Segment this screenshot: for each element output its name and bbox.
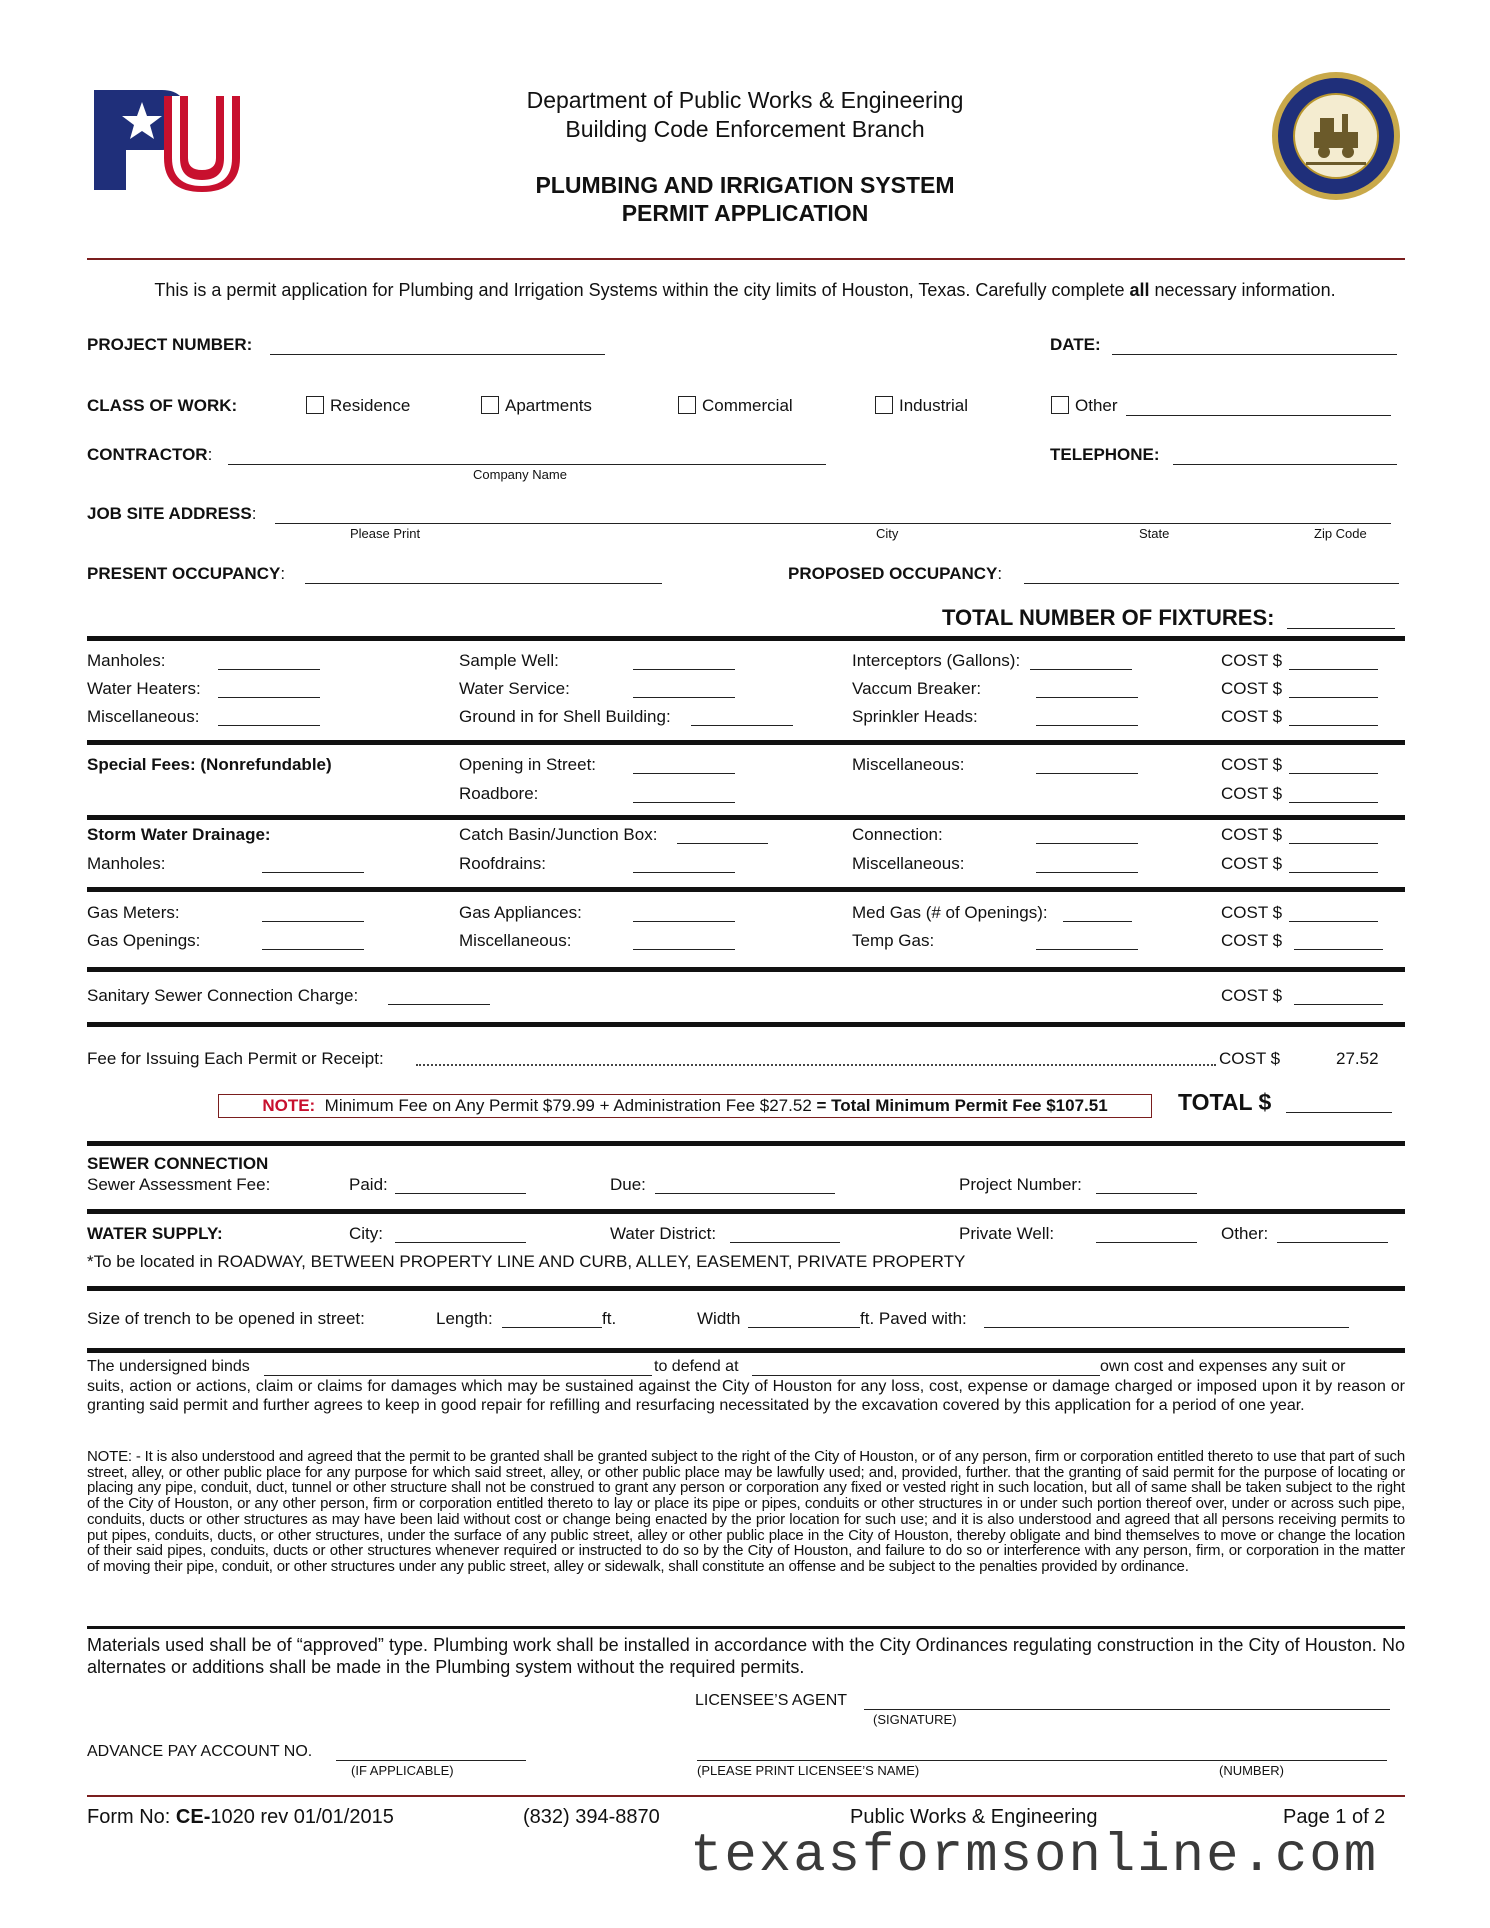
binds-text-a: The undersigned binds bbox=[87, 1358, 250, 1375]
gas-meters-label: Gas Meters: bbox=[87, 903, 180, 922]
cost-input[interactable] bbox=[1289, 843, 1378, 844]
fee-cost-label: COST $ bbox=[1219, 1049, 1281, 1068]
sample-well-input[interactable] bbox=[633, 669, 735, 670]
trench-paved-input[interactable] bbox=[984, 1327, 1349, 1328]
footer-phone: (832) 394-8870 bbox=[523, 1806, 660, 1828]
water-service-input[interactable] bbox=[633, 697, 735, 698]
note-total: = Total Minimum Permit Fee $107.51 bbox=[816, 1096, 1108, 1115]
ground-in-input[interactable] bbox=[691, 725, 793, 726]
sample-well-label: Sample Well: bbox=[459, 651, 559, 670]
job-site-input[interactable] bbox=[275, 523, 1391, 524]
interceptors-input[interactable] bbox=[1030, 669, 1132, 670]
due-input[interactable] bbox=[655, 1193, 835, 1194]
cost-label: COST $ bbox=[1221, 707, 1283, 726]
note-label: NOTE: bbox=[262, 1096, 316, 1115]
gas-meters-input[interactable] bbox=[262, 921, 364, 922]
city-hint: City bbox=[876, 526, 899, 541]
catch-basin-input[interactable] bbox=[677, 843, 768, 844]
project-number-input[interactable] bbox=[270, 354, 605, 355]
section-rule bbox=[87, 815, 1405, 820]
sewer-assessment-label: Sewer Assessment Fee: bbox=[87, 1175, 271, 1194]
section-rule bbox=[87, 1022, 1405, 1027]
licensee-signature-input[interactable] bbox=[864, 1709, 1390, 1710]
form-number: Form No: CE-1020 rev 01/01/2015 bbox=[87, 1806, 394, 1828]
telephone-input[interactable] bbox=[1173, 464, 1397, 465]
if-applicable-hint: (IF APPLICABLE) bbox=[351, 1763, 454, 1778]
trench-label: Size of trench to be opened in street: bbox=[87, 1309, 365, 1328]
vaccum-breaker-input[interactable] bbox=[1036, 697, 1138, 698]
page-number: Page 1 of 2 bbox=[1283, 1806, 1386, 1828]
trench-length-input[interactable] bbox=[502, 1327, 602, 1328]
water-district-label: Water District: bbox=[610, 1224, 717, 1243]
ground-in-label: Ground in for Shell Building: bbox=[459, 707, 671, 726]
gas-misc-input[interactable] bbox=[633, 949, 735, 950]
cost-input[interactable] bbox=[1289, 802, 1378, 803]
water-city-label: City: bbox=[349, 1224, 383, 1243]
trench-length-ft: ft. bbox=[602, 1309, 617, 1328]
storm-misc-input[interactable] bbox=[1036, 872, 1138, 873]
licensee-name-input[interactable] bbox=[697, 1760, 1387, 1761]
manholes-label: Manholes: bbox=[87, 651, 166, 670]
gas-openings-label: Gas Openings: bbox=[87, 931, 201, 950]
water-district-input[interactable] bbox=[730, 1242, 840, 1243]
special-misc-label: Miscellaneous: bbox=[852, 755, 965, 774]
sewer-connection-title: SEWER CONNECTION bbox=[87, 1154, 269, 1173]
licensee-agent-label: LICENSEE’S AGENT bbox=[695, 1692, 848, 1709]
cost-label: COST $ bbox=[1221, 854, 1283, 873]
city-of-houston-seal bbox=[1270, 70, 1402, 202]
print-name-hint: (PLEASE PRINT LICENSEE’S NAME) bbox=[697, 1763, 920, 1778]
section-rule bbox=[87, 1209, 1405, 1214]
company-name-hint: Company Name bbox=[473, 467, 567, 482]
gas-misc-label: Miscellaneous: bbox=[459, 931, 572, 950]
roofdrains-input[interactable] bbox=[633, 872, 735, 873]
branch-name: Building Code Enforcement Branch bbox=[565, 116, 925, 142]
date-label: DATE: bbox=[1050, 335, 1101, 354]
advance-pay-label: ADVANCE PAY ACCOUNT NO. bbox=[87, 1743, 313, 1760]
special-misc-input[interactable] bbox=[1036, 773, 1138, 774]
cost-input[interactable] bbox=[1289, 725, 1378, 726]
note-text: Minimum Fee on Any Permit $79.99 + Administration Fee $27.52 bbox=[324, 1096, 812, 1115]
sanitary-sewer-label: Sanitary Sewer Connection Charge: bbox=[87, 986, 359, 1005]
med-gas-input[interactable] bbox=[1063, 921, 1132, 922]
opening-in-street-input[interactable] bbox=[633, 773, 735, 774]
total-fixtures-input[interactable] bbox=[1287, 628, 1395, 629]
advance-pay-input[interactable] bbox=[336, 1760, 526, 1761]
cost-input[interactable] bbox=[1289, 921, 1378, 922]
contractor-input[interactable] bbox=[228, 464, 826, 465]
job-site-label: JOB SITE ADDRESS: bbox=[87, 504, 257, 523]
fee-value: 27.52 bbox=[1336, 1049, 1379, 1068]
checkbox-box[interactable] bbox=[875, 396, 893, 414]
water-city-input[interactable] bbox=[395, 1242, 526, 1243]
water-heaters-input[interactable] bbox=[218, 697, 320, 698]
proposed-occupancy-label: PROPOSED OCCUPANCY: bbox=[788, 564, 1003, 583]
private-well-input[interactable] bbox=[1096, 1242, 1197, 1243]
private-well-label: Private Well: bbox=[959, 1224, 1055, 1243]
class-of-work-label: CLASS OF WORK: bbox=[87, 396, 238, 415]
storm-manholes-input[interactable] bbox=[262, 872, 364, 873]
section-rule bbox=[87, 1626, 1405, 1629]
cost-label: COST $ bbox=[1221, 825, 1283, 844]
sprinkler-heads-input[interactable] bbox=[1036, 725, 1138, 726]
total-input[interactable] bbox=[1286, 1112, 1392, 1113]
project-number-label: PROJECT NUMBER: bbox=[87, 335, 253, 354]
gas-appliances-label: Gas Appliances: bbox=[459, 903, 582, 922]
storm-water-title: Storm Water Drainage: bbox=[87, 825, 271, 844]
interceptors-label: Interceptors (Gallons): bbox=[852, 651, 1021, 670]
state-hint: State bbox=[1139, 526, 1170, 541]
water-supply-title: WATER SUPPLY: bbox=[87, 1224, 223, 1243]
storm-manholes-label: Manholes: bbox=[87, 854, 166, 873]
water-other-input[interactable] bbox=[1277, 1242, 1388, 1243]
paid-label: Paid: bbox=[349, 1175, 388, 1194]
section-rule bbox=[87, 1348, 1405, 1353]
checkbox-apartments[interactable]: Apartments bbox=[481, 396, 592, 416]
manholes-input[interactable] bbox=[218, 669, 320, 670]
other-input[interactable] bbox=[1126, 415, 1391, 416]
section-rule bbox=[87, 967, 1405, 972]
trench-width-label: Width bbox=[697, 1309, 741, 1328]
cost-input[interactable] bbox=[1289, 697, 1378, 698]
storm-misc-label: Miscellaneous: bbox=[852, 854, 965, 873]
trench-length-label: Length: bbox=[436, 1309, 493, 1328]
roadbore-label: Roadbore: bbox=[459, 784, 539, 803]
fee-leader-dots bbox=[416, 1064, 1216, 1066]
sprinkler-heads-label: Sprinkler Heads: bbox=[852, 707, 978, 726]
binds-text-c: own cost and expenses any suit or bbox=[1100, 1358, 1346, 1375]
cost-label: COST $ bbox=[1221, 986, 1283, 1005]
section-rule bbox=[87, 1286, 1405, 1291]
binds-defend-input[interactable] bbox=[752, 1375, 1100, 1376]
cost-label: COST $ bbox=[1221, 755, 1283, 774]
opening-in-street-label: Opening in Street: bbox=[459, 755, 597, 774]
form-title-line2: PERMIT APPLICATION bbox=[621, 200, 869, 226]
section-rule bbox=[87, 740, 1405, 745]
water-service-label: Water Service: bbox=[459, 679, 570, 698]
gas-openings-input[interactable] bbox=[262, 949, 364, 950]
connection-input[interactable] bbox=[1036, 843, 1138, 844]
checkbox-box[interactable] bbox=[678, 396, 696, 414]
department-name: Department of Public Works & Engineering bbox=[526, 87, 964, 113]
number-hint: (NUMBER) bbox=[1219, 1763, 1284, 1778]
contractor-label: CONTRACTOR: bbox=[87, 445, 213, 464]
please-print-hint: Please Print bbox=[350, 526, 421, 541]
section-rule bbox=[87, 1141, 1405, 1146]
misc-input[interactable] bbox=[218, 725, 320, 726]
med-gas-label: Med Gas (# of Openings): bbox=[852, 903, 1048, 922]
checkbox-residence[interactable]: Residence bbox=[306, 396, 410, 416]
cost-input[interactable] bbox=[1294, 949, 1383, 950]
binds-name-input[interactable] bbox=[264, 1375, 652, 1376]
cost-label: COST $ bbox=[1221, 903, 1283, 922]
temp-gas-input[interactable] bbox=[1036, 949, 1138, 950]
date-input[interactable] bbox=[1112, 354, 1397, 355]
sewer-project-number-input[interactable] bbox=[1096, 1193, 1197, 1194]
cost-input[interactable] bbox=[1289, 773, 1378, 774]
cost-label: COST $ bbox=[1221, 679, 1283, 698]
materials-paragraph: Materials used shall be of “approved” type. Plumbing work shall be installed in accordance with the City Ordinances regulating construction in the City of Houston. No alternates or additions shall be made in the Plumbing system without the required permits. bbox=[87, 1635, 1405, 1677]
binds-line bbox=[87, 1358, 250, 1376]
minimum-fee-note bbox=[218, 1094, 1152, 1118]
cost-label: COST $ bbox=[1221, 784, 1283, 803]
checkbox-box[interactable] bbox=[1051, 396, 1069, 414]
cost-label: COST $ bbox=[1221, 931, 1283, 950]
special-fees-title: Special Fees: (Nonrefundable) bbox=[87, 755, 332, 774]
misc-label: Miscellaneous: bbox=[87, 707, 200, 726]
section-rule bbox=[87, 636, 1405, 641]
present-occupancy-input[interactable] bbox=[305, 583, 662, 584]
footer-rule bbox=[87, 1795, 1405, 1797]
footer-department: Public Works & Engineering bbox=[850, 1806, 1098, 1828]
binds-text-b: to defend at bbox=[654, 1358, 739, 1375]
paid-input[interactable] bbox=[395, 1193, 526, 1194]
checkbox-box[interactable] bbox=[306, 396, 324, 414]
total-fixtures-label: TOTAL NUMBER OF FIXTURES: bbox=[942, 605, 1275, 630]
legal-note: NOTE: - It is also understood and agreed that the permit to be granted shall be granted subject to the right of the City of Houston, or of any person, firm or corporation entitled thereto to use that part of such street, alley, or other public place for any purpose for which said street, alley, or other public place may be lawfully used; and, provided, further. that the granting of said permit for the purpose of locating or placing any pipe, conduit, duct, tunnel or other structure shall not be construed to grant any person or corporation any fixed or vested right in such location, but all of same shall be taken subject to the right of the City of Houston, or any other person, firm or corporation entitled thereto to lay or place its pipe or pipes, conduits or other structures in or under such portion thereof over, under or across such pipe, conduits, ducts or other structures as may have been laid without cost or change being enacted by the prior location for such use; and it is also understood and agreed that all persons receiving permits to put pipes, conduits, ducts, or other structures, under the surface of any public street, alley or other public place in the City of Houston, thereby obligate and bind themselves to move or change the location of their said pipes, conduits, ducts or other structures whenever required or instructed to do so by the City of Houston, and failure to do so or interference with any person, firm, or corporation in the matter of moving their pipe, conduit, or other structures under any public street, alley or sidewalk, shall constitute an offense and be subject to the penalties provided by ordinance. bbox=[87, 1448, 1405, 1575]
roadbore-input[interactable] bbox=[633, 802, 735, 803]
signature-hint: (SIGNATURE) bbox=[873, 1712, 957, 1727]
intro-text: This is a permit application for Plumbing and Irrigation Systems within the city limits of Houston, Texas. Carefully complete all necessary information. bbox=[154, 280, 1336, 300]
cost-input[interactable] bbox=[1289, 872, 1378, 873]
present-occupancy-label: PRESENT OCCUPANCY: bbox=[87, 564, 286, 583]
sanitary-sewer-input[interactable] bbox=[388, 1004, 490, 1005]
form-title-line1: PLUMBING AND IRRIGATION SYSTEM bbox=[535, 172, 955, 198]
fee-label: Fee for Issuing Each Permit or Receipt: bbox=[87, 1049, 384, 1068]
temp-gas-label: Temp Gas: bbox=[852, 931, 935, 950]
telephone-label: TELEPHONE: bbox=[1050, 445, 1160, 464]
proposed-occupancy-input[interactable] bbox=[1024, 583, 1399, 584]
watermark: texasformsonline.com bbox=[690, 1826, 1379, 1887]
zip-hint: Zip Code bbox=[1314, 526, 1367, 541]
cost-input[interactable] bbox=[1294, 1004, 1383, 1005]
vaccum-breaker-label: Vaccum Breaker: bbox=[852, 679, 982, 698]
water-location-note: *To be located in ROADWAY, BETWEEN PROPERTY LINE AND CURB, ALLEY, EASEMENT, PRIVATE PROPERTY bbox=[87, 1252, 966, 1271]
binds-paragraph: suits, action or actions, claim or claims for damages which may be sustained against the City of Houston for any loss, cost, expense or damage charged or imposed upon it by reason or granting said permit and further agrees to keep in good repair for refilling and resurfacing necessitated by the excavation covered by this application for a period of one year. bbox=[87, 1378, 1405, 1414]
cost-label: COST $ bbox=[1221, 651, 1283, 670]
roofdrains-label: Roofdrains: bbox=[459, 854, 546, 873]
header-rule bbox=[87, 258, 1405, 260]
water-other-label: Other: bbox=[1221, 1224, 1269, 1243]
connection-label: Connection: bbox=[852, 825, 943, 844]
cost-input[interactable] bbox=[1289, 669, 1378, 670]
sewer-project-number-label: Project Number: bbox=[959, 1175, 1082, 1194]
section-rule bbox=[87, 887, 1405, 892]
catch-basin-label: Catch Basin/Junction Box: bbox=[459, 825, 658, 844]
total-label: TOTAL $ bbox=[1178, 1089, 1272, 1115]
gas-appliances-input[interactable] bbox=[633, 921, 735, 922]
checkbox-other[interactable]: Other bbox=[1051, 396, 1118, 416]
trench-paved-label: ft. Paved with: bbox=[860, 1309, 967, 1328]
checkbox-box[interactable] bbox=[481, 396, 499, 414]
due-label: Due: bbox=[610, 1175, 646, 1194]
checkbox-industrial[interactable]: Industrial bbox=[875, 396, 968, 416]
water-heaters-label: Water Heaters: bbox=[87, 679, 201, 698]
trench-width-input[interactable] bbox=[748, 1327, 860, 1328]
checkbox-commercial[interactable]: Commercial bbox=[678, 396, 793, 416]
